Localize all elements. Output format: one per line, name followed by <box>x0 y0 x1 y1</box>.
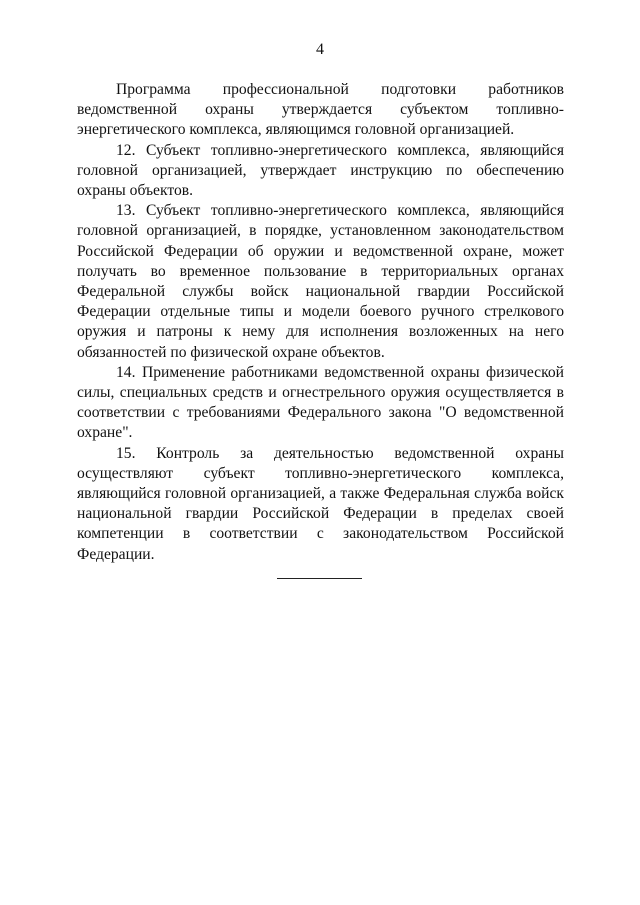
paragraph-12: 12. Субъект топливно-энергетического комплекса, являющийся головной организацией, утверждает инструкцию по обеспечению охраны объектов. <box>77 141 564 200</box>
paragraph-15: 15. Контроль за деятельностью ведомственной охраны осуществляют субъект топливно-энергетического комплекса, являющийся головной организацией, а также Федеральная служба войск национальной гвардии Российской Федерации в пределах своей компетенции в соответствии с законодательством Российской Федерации. <box>77 444 564 563</box>
paragraph-14: 14. Применение работниками ведомственной охраны физической силы, специальных средств и огнестрельного оружия осуществляется в соответствии с требованиями Федерального закона "О ведомственной охране". <box>77 363 564 442</box>
paragraph-13: 13. Субъект топливно-энергетического комплекса, являющийся головной организацией, в порядке, установленном законодательством Российской Федерации об оружии и ведомственной охране, может получать во временное пользование в территориальных органах Федеральной службы войск национальной гвардии Российской Федерации отдельные типы и модели боевого ручного стрелкового оружия и патроны к нему для исполнения возложенных на него обязанностей по физической охране объектов. <box>77 202 564 361</box>
paragraph-program-approval: Программа профессиональной подготовки работников ведомственной охраны утверждается субъектом топливно-энергетического комплекса, являющимся головной организацией. <box>77 81 564 139</box>
page-number: 4 <box>316 41 324 58</box>
end-of-document-divider <box>277 578 362 579</box>
document-body <box>77 80 564 565</box>
